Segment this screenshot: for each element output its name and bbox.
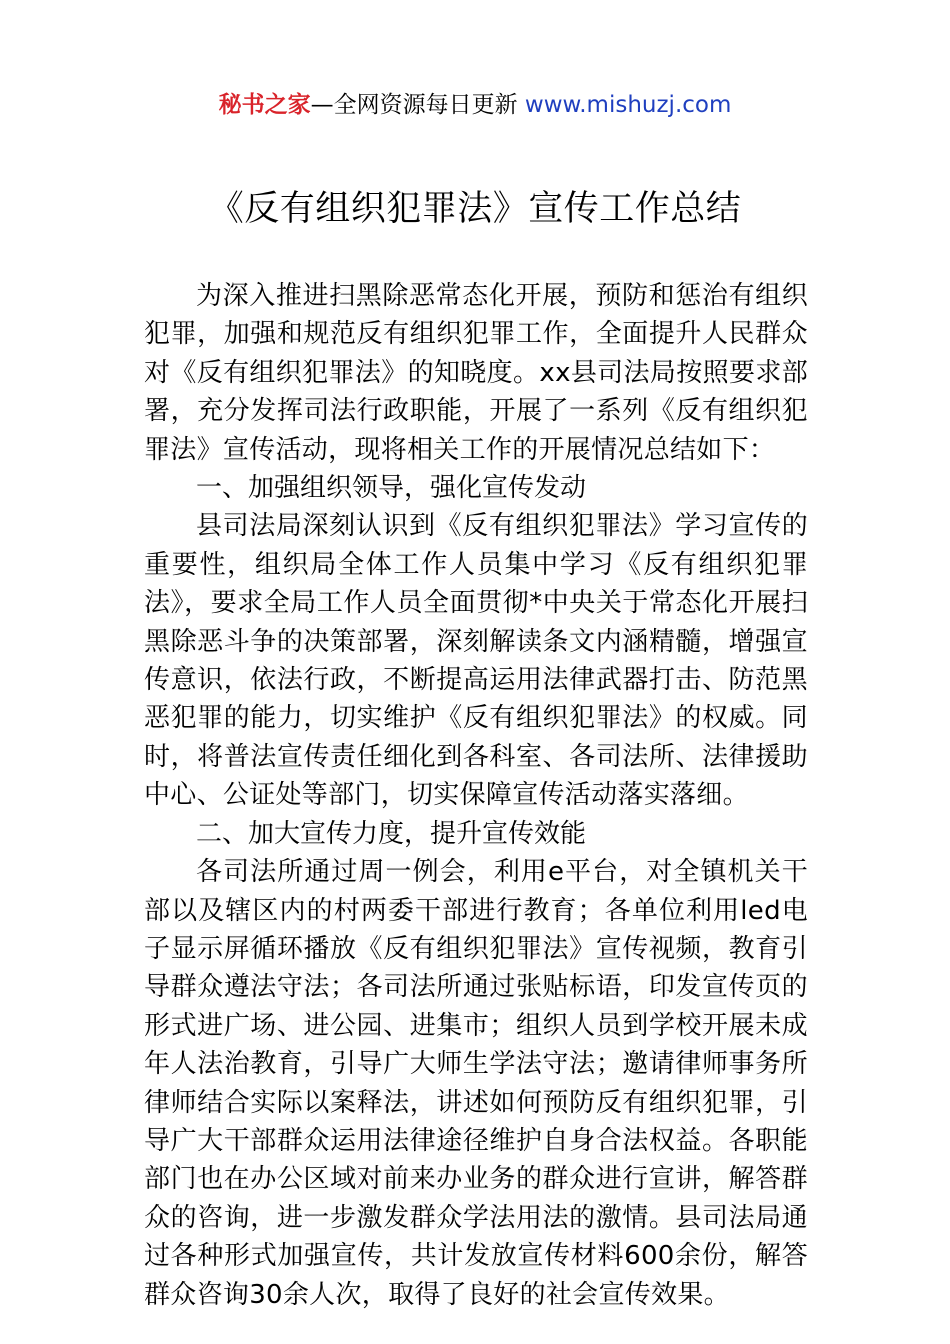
site-tagline: —全网资源每日更新 (310, 92, 518, 118)
section-1-paragraph: 县司法局深刻认识到《反有组织犯罪法》学习宣传的重要性，组织局全体工作人员集中学习《反有组织犯罪法》，要求全局工作人员全面贯彻*中央关于常态化开展扫黑除恶斗争的决策部署，深刻解读条文内涵精髓，增强宣传意识，依法行政，不断提高运用法律武器打击、防范黑恶犯罪的能力，切实维护《反有组织犯罪法》的权威。同时，将普法宣传责任细化到各科室、各司法所、法律援助中心、公证处等部门，切实保障宣传活动落实落细。 (144, 511, 808, 811)
site-brand: 秘书之家 (218, 92, 311, 118)
site-url-link[interactable]: www.mishuzj.com (517, 92, 732, 118)
document-body (144, 277, 808, 1314)
section-heading-2: 二、加大宣传力度，提升宣传效能 (196, 818, 587, 849)
document-title: 《反有组织犯罪法》宣传工作总结 (208, 189, 742, 229)
section-2-paragraph: 各司法所通过周一例会，利用e平台，对全镇机关干部以及辖区内的村两委干部进行教育；各单位利用led电子显示屏循环播放《反有组织犯罪法》宣传视频，教育引导群众遵法守法；各司法所通过张贴标语，印发宣传页的形式进广场、进公园、进集市；组织人员到学校开展未成年人法治教育，引导广大师生学法守法；邀请律师事务所律师结合实际以案释法，讲述如何预防反有组织犯罪，引导广大干部群众运用法律途径维护自身合法权益。各职能部门也在办公区域对前来办业务的群众进行宣讲，解答群众的咨询，进一步激发群众学法用法的激情。县司法局通过各种形式加强宣传，共计发放宣传材料600余份，解答群众咨询30余人次，取得了良好的社会宣传效果。 (144, 857, 808, 1310)
section-heading-1: 一、加强组织领导，强化宣传发动 (196, 473, 587, 504)
intro-paragraph: 为深入推进扫黑除恶常态化开展，预防和惩治有组织犯罪，加强和规范反有组织犯罪工作，全面提升人民群众对《反有组织犯罪法》的知晓度。xx县司法局按照要求部署，充分发挥司法行政职能，开展了一系列《反有组织犯罪法》宣传活动，现将相关工作的开展情况总结如下： (144, 281, 808, 465)
site-header (0, 88, 950, 122)
